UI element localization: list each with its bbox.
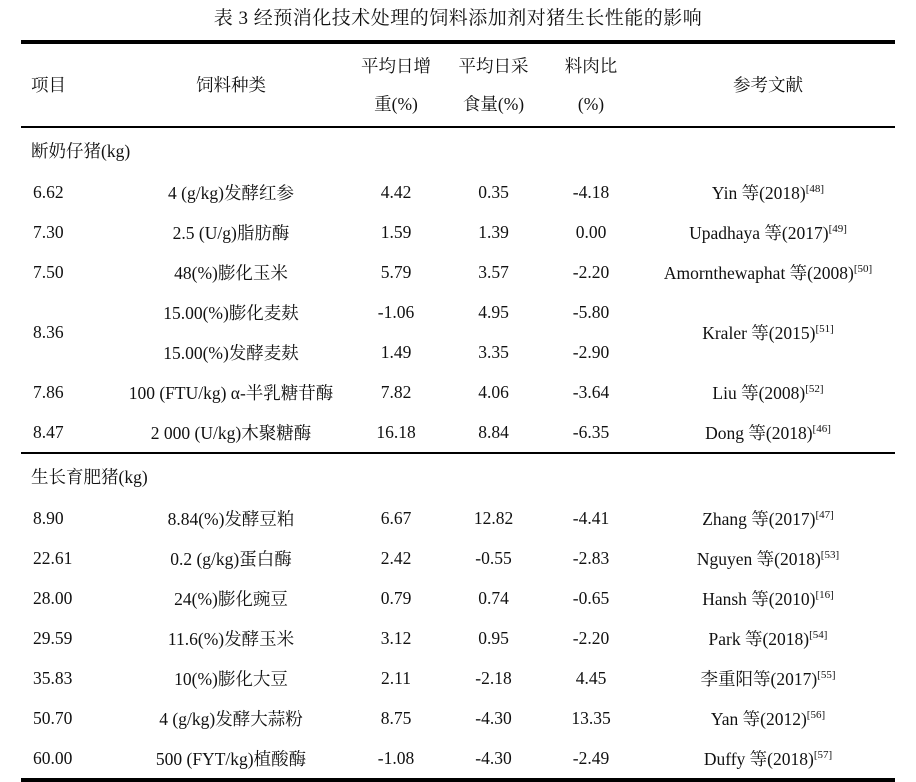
cell-ref: Nguyen 等(2018)[53]	[696, 548, 840, 569]
table-row	[21, 578, 895, 618]
table-body	[21, 127, 895, 780]
cell-adg: -1.06	[377, 301, 415, 322]
cell-item: 28.00	[33, 587, 73, 608]
column-header-feed	[116, 42, 346, 127]
table-row	[21, 372, 895, 412]
section-label: 生长育肥猪(kg)	[21, 453, 895, 498]
cell-item: 8.47	[33, 421, 64, 442]
cell-item: 7.30	[33, 221, 64, 242]
cell-fcr: 4.45	[575, 667, 607, 688]
cell-item: 29.59	[33, 627, 73, 648]
citation-superscript: [57]	[813, 748, 833, 761]
table-row	[21, 252, 895, 292]
cell-feed: 500 (FYT/kg)植酸酶	[155, 748, 307, 769]
cell-fcr: -0.65	[572, 587, 610, 608]
column-header-line: 项目	[31, 75, 66, 95]
table-row	[21, 538, 895, 578]
table-row	[21, 498, 895, 538]
cell-fcr: -4.18	[572, 181, 610, 202]
cell-fcr: -5.80	[572, 301, 610, 322]
cell-adg: 16.18	[376, 421, 416, 442]
cell-item: 8.90	[33, 507, 64, 528]
citation-superscript: [49]	[828, 222, 847, 235]
citation-superscript: [56]	[806, 708, 826, 721]
cell-feed: 4 (g/kg)发酵大蒜粉	[159, 708, 303, 729]
table-row	[21, 292, 895, 332]
cell-adg: 1.49	[380, 341, 412, 362]
cell-fcr: -3.64	[572, 381, 610, 402]
table-row	[21, 412, 895, 453]
cell-feed: 4 (g/kg)发酵红参	[168, 182, 294, 203]
cell-ref: Duffy 等(2018)[57]	[703, 748, 833, 769]
cell-adg: 0.79	[380, 587, 412, 608]
column-header-adfi	[446, 42, 541, 127]
data-table	[21, 40, 895, 782]
cell-adfi: -0.55	[475, 547, 512, 568]
section-label: 断奶仔猪(kg)	[31, 140, 131, 161]
cell-fcr: -6.35	[572, 421, 610, 442]
citation-superscript: [48]	[805, 182, 825, 195]
citation-superscript: [47]	[815, 508, 834, 521]
table-row	[21, 738, 895, 780]
cell-adfi: 4.95	[478, 301, 509, 322]
cell-adg: -1.08	[377, 747, 415, 768]
cell-item: 22.61	[33, 547, 73, 568]
cell-feed: 15.00(%)发酵麦麸	[163, 342, 299, 363]
column-header-line: (%)	[577, 94, 605, 114]
cell-adfi: 3.35	[478, 341, 509, 362]
citation-superscript: [51]	[815, 322, 834, 335]
table-caption: 表 3 经预消化技术处理的饲料添加剂对猪生长性能的影响	[213, 8, 703, 29]
column-header-fcr	[541, 42, 641, 127]
column-header-line: 料肉比	[564, 56, 618, 76]
cell-adfi: -4.30	[475, 707, 512, 728]
citation-superscript: [50]	[853, 262, 873, 275]
cell-fcr: 13.35	[571, 707, 611, 728]
cell-ref: Yin 等(2018)[48]	[711, 182, 825, 203]
cell-feed: 8.84(%)发酵豆粕	[167, 508, 295, 529]
cell-fcr: -2.83	[572, 547, 610, 568]
cell-adfi: 0.74	[478, 587, 509, 608]
cell-feed: 2 000 (U/kg)木聚糖酶	[150, 422, 312, 443]
cell-item: 7.50	[33, 261, 64, 282]
table-row	[21, 658, 895, 698]
cell-fcr: -2.90	[572, 341, 610, 362]
column-header-line: 重(%)	[374, 94, 418, 114]
cell-feed: 100 (FTU/kg) α-半乳糖苷酶	[128, 382, 334, 403]
cell-adg: 6.67	[380, 507, 412, 528]
cell-adg: 4.42	[380, 181, 412, 202]
cell-adg: 3.12	[380, 627, 412, 648]
cell-fcr: -2.20	[572, 261, 610, 282]
citation-superscript: [52]	[805, 382, 824, 395]
cell-item: 7.86	[33, 381, 64, 402]
cell-feed: 15.00(%)膨化麦麸	[163, 302, 299, 323]
cell-ref: Amornthewaphat 等(2008)[50]	[663, 262, 873, 283]
cell-ref: Hansh 等(2010)[16]	[702, 588, 834, 609]
cell-fcr: 0.00	[575, 221, 607, 242]
cell-item: 35.83	[33, 667, 73, 688]
cell-ref: Park 等(2018)[54]	[708, 628, 828, 649]
cell-adg: 5.79	[380, 261, 412, 282]
cell-adfi: 1.39	[478, 221, 509, 242]
table-row	[21, 698, 895, 738]
cell-adg: 7.82	[380, 381, 412, 402]
column-header-line: 平均日增	[361, 56, 431, 76]
citation-superscript: [54]	[809, 628, 828, 641]
cell-adg: 2.42	[380, 547, 412, 568]
cell-ref: Dong 等(2018)[46]	[705, 422, 831, 443]
cell-feed: 11.6(%)发酵玉米	[167, 628, 295, 649]
cell-adg: 2.11	[381, 667, 411, 688]
column-header-ref	[641, 42, 895, 127]
cell-adg: 8.75	[380, 707, 412, 728]
citation-superscript: [55]	[817, 668, 836, 681]
cell-feed: 10(%)膨化大豆	[174, 668, 288, 689]
cell-item: 8.36	[33, 321, 64, 342]
citation-superscript: [46]	[812, 422, 831, 435]
section-row	[21, 453, 895, 498]
column-header-line: 饲料种类	[196, 75, 266, 95]
cell-ref: Kraler 等(2015)[51]	[702, 322, 834, 343]
table-row	[21, 618, 895, 658]
cell-adg: 1.59	[380, 221, 412, 242]
column-header-line: 参考文献	[733, 75, 803, 95]
column-header-line: 平均日采	[458, 56, 529, 76]
cell-adfi: 4.06	[478, 381, 509, 402]
table-header-row	[21, 42, 895, 127]
cell-ref: 李重阳等(2017)[55]	[700, 668, 836, 689]
cell-feed: 48(%)膨化玉米	[174, 262, 288, 283]
cell-item: 6.62	[33, 181, 64, 202]
cell-adfi: 0.35	[478, 181, 509, 202]
cell-adfi: 0.95	[478, 627, 509, 648]
cell-feed: 0.2 (g/kg)蛋白酶	[170, 548, 292, 569]
cell-ref: Yan 等(2012)[56]	[710, 708, 826, 729]
cell-ref: Upadhaya 等(2017)[49]	[689, 222, 847, 243]
cell-feed: 2.5 (U/g)脂肪酶	[172, 222, 290, 243]
cell-fcr: -2.49	[572, 747, 610, 768]
cell-adfi: 8.84	[478, 421, 509, 442]
cell-adfi: -4.30	[475, 747, 512, 768]
cell-fcr: -2.20	[572, 627, 610, 648]
column-header-item	[21, 42, 116, 127]
citation-superscript: [53]	[820, 548, 840, 561]
section-row	[21, 127, 895, 172]
table-row	[21, 172, 895, 212]
cell-adfi: 3.57	[478, 261, 509, 282]
cell-ref: Zhang 等(2017)[47]	[702, 508, 834, 529]
cell-fcr: -4.41	[572, 507, 610, 528]
cell-adfi: 12.82	[473, 507, 514, 528]
citation-superscript: [16]	[815, 588, 834, 601]
cell-item: 60.00	[33, 747, 73, 768]
cell-adfi: -2.18	[475, 667, 512, 688]
cell-feed: 24(%)膨化豌豆	[174, 588, 288, 609]
cell-ref: Liu 等(2008)[52]	[712, 382, 824, 403]
table-row	[21, 212, 895, 252]
column-header-adg	[346, 42, 446, 127]
column-header-line: 食量(%)	[462, 94, 525, 114]
cell-item: 50.70	[33, 707, 73, 728]
